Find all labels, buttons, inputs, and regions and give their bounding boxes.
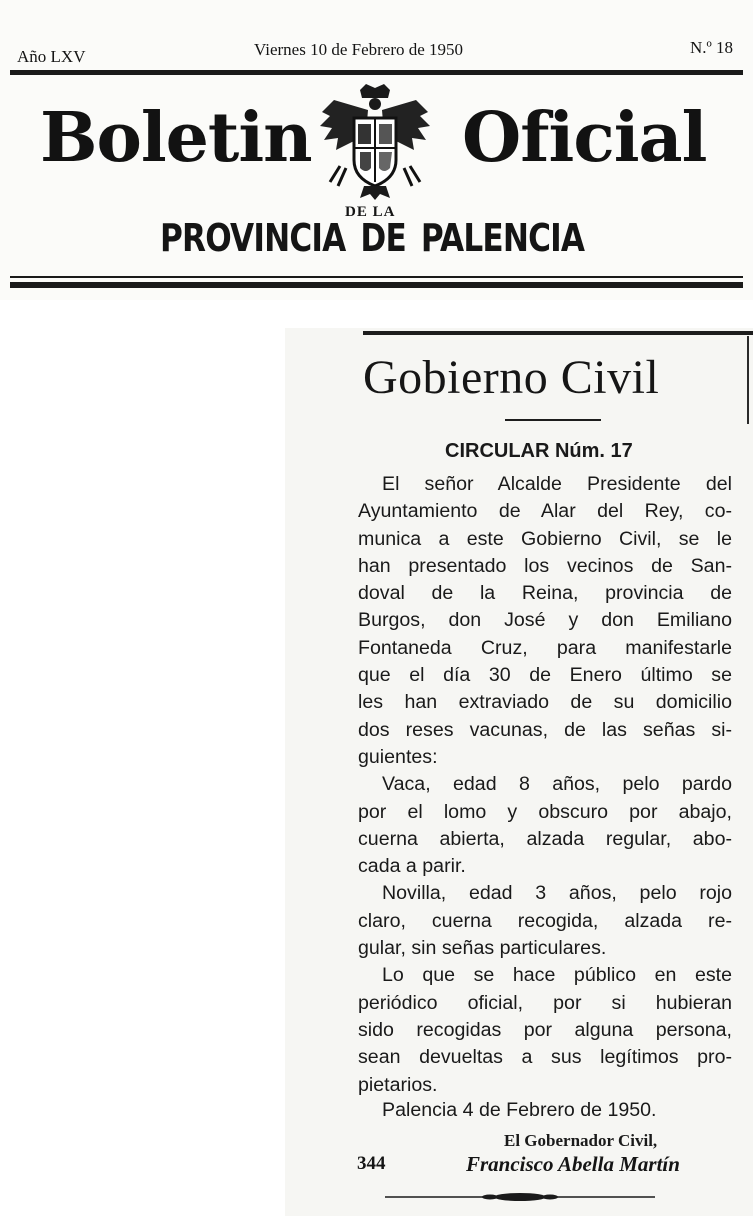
body-line: cada a parir. <box>358 855 466 878</box>
issue-date: Viernes 10 de Febrero de 1950 <box>254 40 464 59</box>
province-title: PROVINCIA DE PALENCIA <box>160 216 585 260</box>
clipping-column-rule <box>747 336 749 424</box>
body-line: han presentado los vecinos de San- <box>358 554 732 577</box>
masthead-top-rule <box>10 70 743 75</box>
body-line: El señor Alcalde Presidente del <box>382 473 732 495</box>
body-line: sido recogidas por alguna persona, <box>358 1018 732 1041</box>
section-divider <box>505 419 601 421</box>
body-line: por el lomo y obscuro por abajo, <box>358 800 732 823</box>
body-line: doval de la Reina, provincia de <box>358 582 732 605</box>
body-line: sean devueltas a sus legítimos pro- <box>358 1046 732 1069</box>
body-line: munica a este Gobierno Civil, se le <box>358 527 732 550</box>
issue-number: N.º 18 <box>689 38 733 57</box>
masthead-bottom-rule <box>10 282 743 288</box>
page-number: 344 <box>357 1153 386 1174</box>
body-line: claro, cuerna recogida, alzada re- <box>358 909 732 932</box>
body-line: Lo que se hace público en este <box>382 964 732 987</box>
article-body <box>358 471 732 1099</box>
title-oficial: Oficial <box>462 98 707 178</box>
title-boletin: Boletin <box>40 98 312 178</box>
body-line: periódico oficial, por si hubieran <box>358 991 732 1014</box>
body-line: Novilla, edad 3 años, pelo rojo <box>382 882 732 905</box>
article-clipping <box>285 328 753 1216</box>
body-line: que el día 30 de Enero último se <box>358 664 732 687</box>
body-line: guientes: <box>358 745 438 768</box>
masthead <box>0 0 753 300</box>
year-label: Año LXV <box>17 47 86 66</box>
body-line: dos reses vacunas, de las señas si- <box>358 718 732 741</box>
body-line: les han extraviado de su domicilio <box>358 691 732 714</box>
masthead-bottom-rule-thin <box>10 276 743 278</box>
signer-name: Francisco Abella Martín <box>466 1152 680 1176</box>
body-line: Vaca, edad 8 años, pelo pardo <box>382 773 732 796</box>
body-line: cuerna abierta, alzada regular, abo- <box>358 827 732 850</box>
body-line: Burgos, don José y don Emiliano <box>358 609 732 632</box>
end-flourish-icon <box>385 1190 655 1204</box>
body-line: gular, sin señas particulares. <box>358 937 607 960</box>
body-line: pietarios. <box>358 1073 438 1096</box>
circular-heading: CIRCULAR Núm. 17 <box>445 440 633 462</box>
body-line: Fontaneda Cruz, para manifestarle <box>358 636 732 659</box>
body-line: Ayuntamiento de Alar del Rey, co- <box>358 500 732 523</box>
clipping-top-rule <box>363 331 753 335</box>
signer-title: El Gobernador Civil, <box>504 1131 658 1150</box>
section-title: Gobierno Civil <box>363 351 660 404</box>
de-la-label: DE LA <box>345 204 396 220</box>
coat-of-arms-icon <box>316 82 434 202</box>
masthead-info-line <box>0 38 753 70</box>
signature-date: Palencia 4 de Febrero de 1950. <box>382 1099 657 1121</box>
